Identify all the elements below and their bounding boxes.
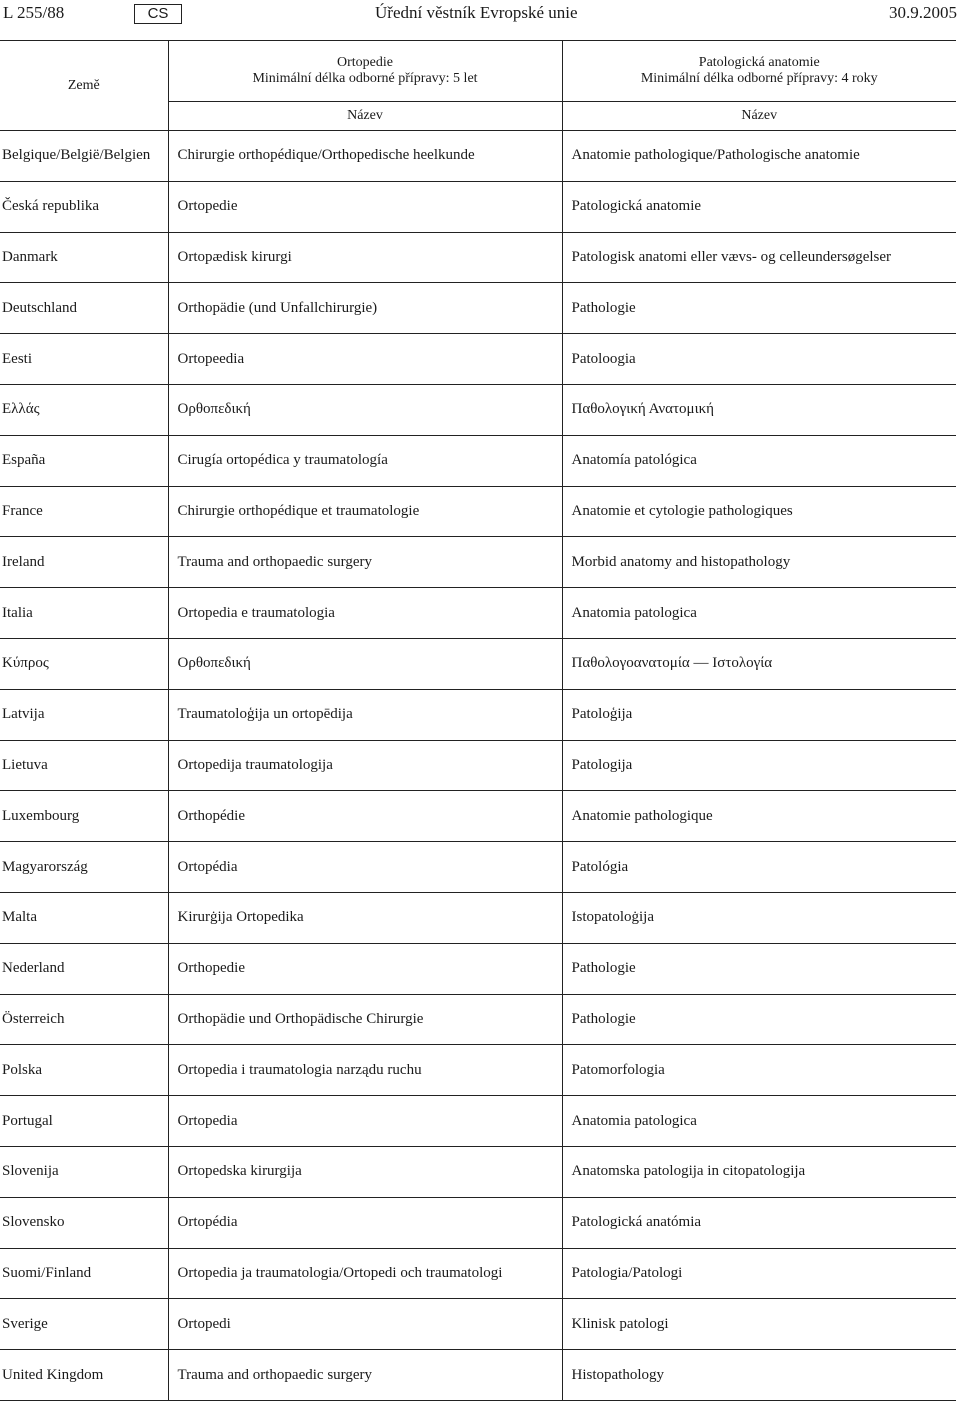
country-cell: Polska: [0, 1045, 168, 1096]
orthopedics-name-cell: Ortopedi: [168, 1299, 562, 1350]
country-cell: Italia: [0, 588, 168, 639]
orthopedics-name-cell: Ortopeedia: [168, 334, 562, 385]
pathology-name-cell: Patomorfologia: [562, 1045, 956, 1096]
country-cell: Česká republika: [0, 181, 168, 232]
pathology-name-cell: Anatomska patologija in citopatologija: [562, 1146, 956, 1197]
pathology-name-cell: Patológia: [562, 842, 956, 893]
country-cell: Luxembourg: [0, 791, 168, 842]
table-row: [0, 1248, 956, 1299]
orthopedics-name-label: Název: [168, 102, 562, 131]
table-row: [0, 740, 956, 791]
table-row: [0, 131, 956, 182]
country-cell: Belgique/België/Belgien: [0, 131, 168, 182]
pathology-name-cell: Pathologie: [562, 994, 956, 1045]
pathology-title: Patologická anatomie: [698, 55, 820, 70]
pathology-name-cell: Patologija: [562, 740, 956, 791]
table-row: [0, 791, 956, 842]
table-row: [0, 384, 956, 435]
orthopedics-name-cell: Chirurgie orthopédique et traumatologie: [168, 486, 562, 537]
country-cell: Magyarország: [0, 842, 168, 893]
orthopedics-name-cell: Orthopedie: [168, 943, 562, 994]
orthopedics-name-cell: Ortopédia: [168, 1197, 562, 1248]
country-cell: Suomi/Finland: [0, 1248, 168, 1299]
pathology-name-cell: Pathologie: [562, 283, 956, 334]
pathology-name-cell: Anatomie et cytologie pathologiques: [562, 486, 956, 537]
orthopedics-title: Ortopedie: [337, 55, 393, 70]
pathology-name-cell: Patologisk anatomi eller vævs- og celleundersøgelser: [562, 232, 956, 283]
page-header: [0, 0, 960, 30]
orthopedics-column-header: [168, 41, 562, 102]
table-row: [0, 588, 956, 639]
pathology-name-cell: Anatomia patologica: [562, 1096, 956, 1147]
table-row: [0, 435, 956, 486]
pathology-name-cell: Morbid anatomy and histopathology: [562, 537, 956, 588]
pathology-name-cell: Anatomie pathologique: [562, 791, 956, 842]
table-row: [0, 943, 956, 994]
publication-date: 30.9.2005: [889, 3, 957, 22]
table-row: [0, 1045, 956, 1096]
orthopedics-name-cell: Trauma and orthopaedic surgery: [168, 537, 562, 588]
orthopedics-name-cell: Ortopedia i traumatologia narządu ruchu: [168, 1045, 562, 1096]
pathology-name-cell: Pathologie: [562, 943, 956, 994]
table-body: [0, 131, 956, 1401]
orthopedics-name-cell: Ορθοπεδική: [168, 638, 562, 689]
orthopedics-name-cell: Orthopédie: [168, 791, 562, 842]
country-cell: Slovenija: [0, 1146, 168, 1197]
country-cell: Österreich: [0, 994, 168, 1045]
country-cell: Deutschland: [0, 283, 168, 334]
country-cell: Portugal: [0, 1096, 168, 1147]
table-row: [0, 1146, 956, 1197]
pathology-name-cell: Παθολογοανατομία — Ιστολογία: [562, 638, 956, 689]
table-row: [0, 334, 956, 385]
orthopedics-name-cell: Ortopedija traumatologija: [168, 740, 562, 791]
pathology-name-cell: Istopatoloġija: [562, 892, 956, 943]
table-row: [0, 1197, 956, 1248]
journal-title: Úřední věstník Evropské unie: [375, 3, 578, 22]
pathology-name-cell: Klinisk patologi: [562, 1299, 956, 1350]
orthopedics-name-cell: Ortopedska kirurgija: [168, 1146, 562, 1197]
orthopedics-name-cell: Orthopädie und Orthopädische Chirurgie: [168, 994, 562, 1045]
pathology-name-cell: Patologická anatómia: [562, 1197, 956, 1248]
pathology-name-cell: Patoloogia: [562, 334, 956, 385]
pathology-name-cell: Patoloģija: [562, 689, 956, 740]
orthopedics-name-cell: Ortopædisk kirurgi: [168, 232, 562, 283]
language-code-box: CS: [134, 4, 182, 24]
orthopedics-name-cell: Ortopedie: [168, 181, 562, 232]
table-row: [0, 1350, 956, 1401]
country-cell: Eesti: [0, 334, 168, 385]
orthopedics-name-cell: Ortopedia e traumatologia: [168, 588, 562, 639]
country-cell: Danmark: [0, 232, 168, 283]
table-row: [0, 892, 956, 943]
orthopedics-name-cell: Kirurġija Ortopedika: [168, 892, 562, 943]
orthopedics-name-cell: Traumatoloģija un ortopēdija: [168, 689, 562, 740]
orthopedics-name-cell: Ortopédia: [168, 842, 562, 893]
table-row: [0, 232, 956, 283]
pathology-name-cell: Patologia/Patologi: [562, 1248, 956, 1299]
table-row: [0, 638, 956, 689]
country-cell: Nederland: [0, 943, 168, 994]
country-cell: Lietuva: [0, 740, 168, 791]
table-row: [0, 283, 956, 334]
orthopedics-name-cell: Cirugía ortopédica y traumatología: [168, 435, 562, 486]
country-cell: France: [0, 486, 168, 537]
pathology-name-cell: Anatomia patologica: [562, 588, 956, 639]
pathology-name-cell: Anatomie pathologique/Pathologische anatomie: [562, 131, 956, 182]
pathology-name-cell: Histopathology: [562, 1350, 956, 1401]
country-cell: Κύπρος: [0, 638, 168, 689]
country-cell: Malta: [0, 892, 168, 943]
pathology-name-label: Název: [562, 102, 956, 131]
orthopedics-name-cell: Chirurgie orthopédique/Orthopedische heelkunde: [168, 131, 562, 182]
orthopedics-name-cell: Trauma and orthopaedic surgery: [168, 1350, 562, 1401]
country-cell: España: [0, 435, 168, 486]
orthopedics-duration: Minimální délka odborné přípravy: 5 let: [252, 71, 478, 86]
orthopedics-name-cell: Orthopädie (und Unfallchirurgie): [168, 283, 562, 334]
orthopedics-name-cell: Ortopedia ja traumatologia/Ortopedi och traumatologi: [168, 1248, 562, 1299]
table-row: [0, 537, 956, 588]
country-cell: Ireland: [0, 537, 168, 588]
table-row: [0, 689, 956, 740]
table-row: [0, 1299, 956, 1350]
orthopedics-name-cell: Ορθοπεδική: [168, 384, 562, 435]
pathology-duration: Minimální délka odborné přípravy: 4 roky: [640, 71, 878, 86]
table-row: [0, 486, 956, 537]
country-cell: Sverige: [0, 1299, 168, 1350]
table-row: [0, 842, 956, 893]
specialty-table: [0, 40, 956, 1401]
country-column-header: Země: [0, 41, 168, 131]
table-row: [0, 181, 956, 232]
country-cell: United Kingdom: [0, 1350, 168, 1401]
page-reference: L 255/88: [3, 3, 65, 22]
country-cell: Ελλάς: [0, 384, 168, 435]
pathology-name-cell: Anatomía patológica: [562, 435, 956, 486]
country-cell: Latvija: [0, 689, 168, 740]
pathology-name-cell: Παθολογική Ανατομική: [562, 384, 956, 435]
pathology-name-cell: Patologická anatomie: [562, 181, 956, 232]
orthopedics-name-cell: Ortopedia: [168, 1096, 562, 1147]
table-row: [0, 994, 956, 1045]
table-row: [0, 1096, 956, 1147]
country-cell: Slovensko: [0, 1197, 168, 1248]
pathology-column-header: [562, 41, 956, 102]
